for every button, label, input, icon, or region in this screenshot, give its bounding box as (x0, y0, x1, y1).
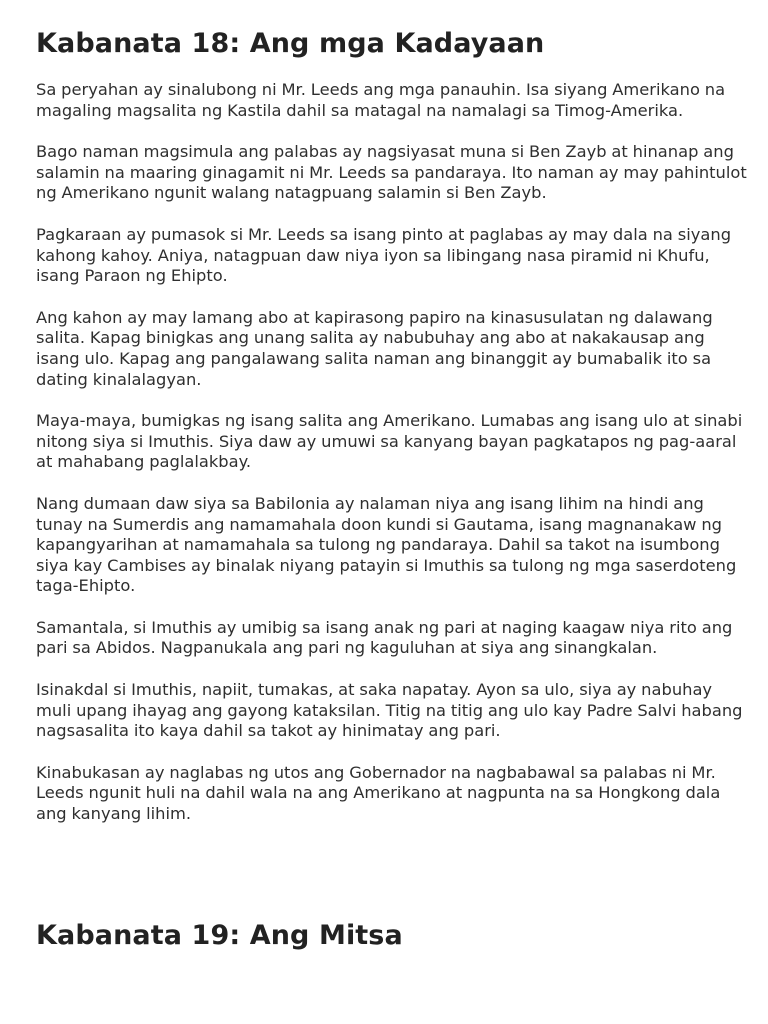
paragraph: Kinabukasan ay naglabas ng utos ang Gobernador na nagbabawal sa palabas ni Mr. Leeds ngunit huli na dahil wala na ang Amerikano at nagpunta na sa Hongkong dala ang kanyang lihim. (36, 762, 721, 824)
paragraph: Ang kahon ay may lamang abo at kapirasong papiro na kinasusulatan ng dalawang salita. Kapag binigkas ang unang salita ay nabubuhay ang abo at nakakausap ang isang ulo. Kapag ang pangalawang salita naman ang binanggit ay bumabalik ito sa dating kinalalagyan. (36, 307, 713, 389)
chapter-18-body (36, 80, 748, 846)
paragraph: Bago naman magsimula ang palabas ay nagsiyasat muna si Ben Zayb at hinanap ang salamin na maaring ginagamit ni Mr. Leeds sa pandaraya. Ito naman ay may pahintulot ng Amerikano ngunit walang natagpuang salamin si Ben Zayb. (36, 142, 747, 203)
paragraph: Maya-maya, bumigkas ng isang salita ang Amerikano. Lumabas ang isang ulo at sinabi nitong siya si Imuthis. Siya daw ay umuwi sa kanyang bayan pagkatapos ng pag-aaral at mahabang paglalakbay. (36, 411, 743, 472)
chapter-19-title: Kabanata 19: Ang Mitsa (36, 920, 403, 951)
paragraph: Sa peryahan ay sinalubong ni Mr. Leeds ang mga panauhin. Isa siyang Amerikano na magaling magsalita ng Kastila dahil sa matagal na namalagi sa Timog-Amerika. (36, 80, 726, 120)
paragraph: Pagkaraan ay pumasok si Mr. Leeds sa isang pinto at paglabas ay may dala na siyang kahong kahoy. Aniya, natagpuan daw niya iyon sa libingang nasa piramid ni Khufu, isang Paraon ng Ehipto. (36, 224, 732, 286)
paragraph: Isinakdal si Imuthis, napiit, tumakas, at saka napatay. Ayon sa ulo, siya ay nabuhay muli upang ihayag ang gayong kataksilan. Titig na titig ang ulo kay Padre Salvi habang nagsasalita ito kaya dahil sa takot ay hinimatay ang pari. (36, 680, 743, 741)
paragraph: Samantala, si Imuthis ay umibig sa isang anak ng pari at naging kaagaw niya rito ang pari sa Abidos. Nagpanukala ang pari ng kaguluhan at siya ang sinangkalan. (36, 617, 733, 658)
paragraph: Nang dumaan daw siya sa Babilonia ay nalaman niya ang isang lihim na hindi ang tunay na Sumerdis ang namamahala doon kundi si Gautama, isang magnanakaw ng kapangyarihan at namamahala sa tulong ng pandaraya. Dahil sa takot na isumbong siya kay Cambises ay binalak niyang patayin si Imuthis sa tulong ng mga saserdoteng taga-Ehipto. (36, 493, 737, 596)
chapter-18-title: Kabanata 18: Ang mga Kadayaan (36, 28, 545, 59)
